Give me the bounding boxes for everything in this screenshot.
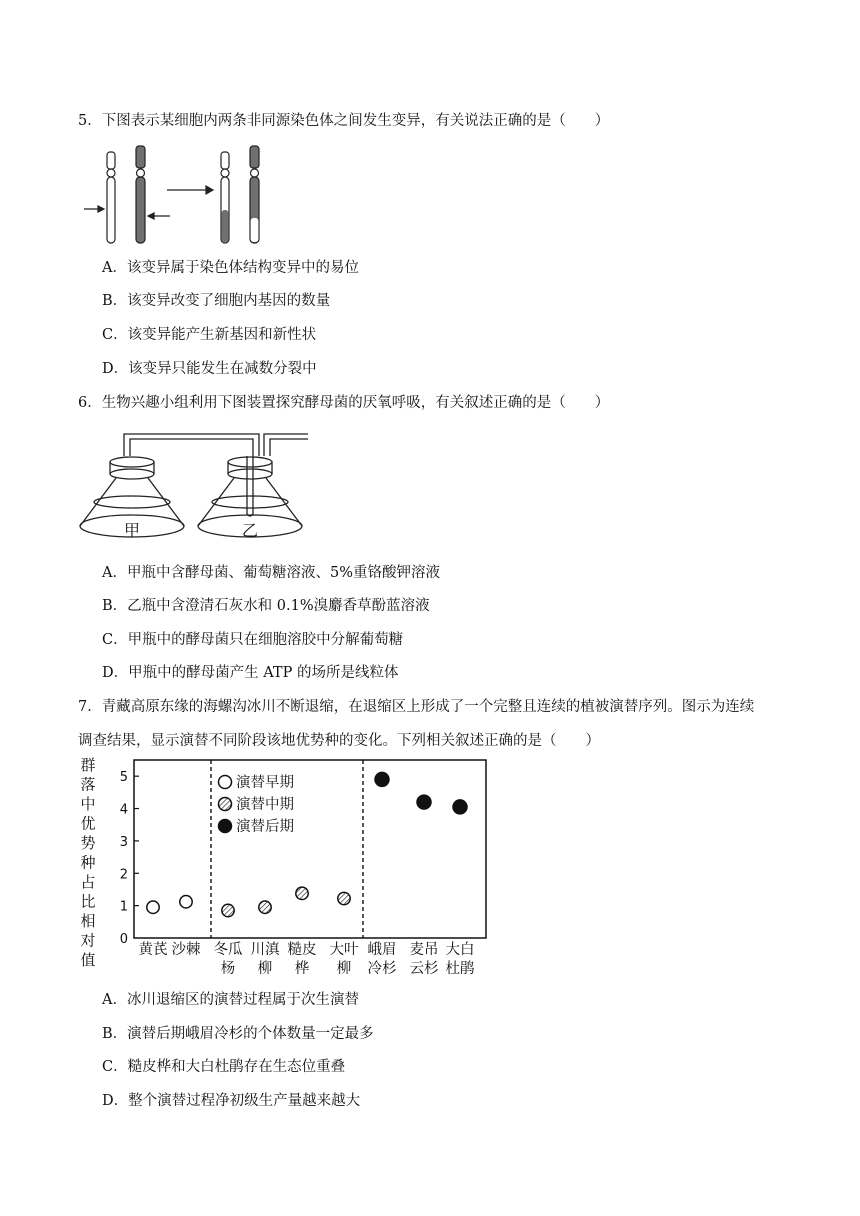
flask-label-jia: 甲 — [123, 521, 141, 540]
legend-label: 演替中期 — [236, 797, 294, 813]
chromosome-grey-upper-arm — [136, 146, 145, 168]
chromosome-grey-lower-arm — [136, 177, 145, 243]
x-tick-label: 柳 — [336, 961, 352, 977]
flask-label-yi: 乙 — [241, 521, 259, 540]
x-tick-label: 冬瓜 — [213, 942, 243, 958]
y-tick-label: 1 — [119, 899, 128, 915]
q5-option-d: D．该变异只能发生在减数分裂中 — [102, 361, 317, 377]
x-tick-label: 麦吊 — [409, 942, 439, 958]
q7-stem-line1: 7．青藏高原东缘的海螺沟冰川不断退缩，在退缩区上形成了一个完整且连续的植被演替序列。图示为连续 — [78, 699, 755, 715]
y-axis-label-char: 落 — [80, 775, 96, 794]
x-tick-label: 峨眉 — [367, 942, 397, 958]
y-axis-label-char: 势 — [80, 834, 96, 852]
q6-option-c: C．甲瓶中的酵母菌只在细胞溶胶中分解葡萄糖 — [102, 632, 404, 648]
x-tick-label: 冷杉 — [367, 961, 397, 977]
q6-option-a: A．甲瓶中含酵母菌、葡萄糖溶液、5%重铬酸钾溶液 — [102, 565, 440, 581]
chromosome-white-lower-arm — [107, 177, 115, 243]
q5-option-a: A．该变异属于染色体结构变异中的易位 — [102, 260, 359, 276]
y-axis-label-char: 优 — [80, 814, 96, 833]
y-tick-label: 2 — [119, 867, 128, 883]
q7-option-a: A．冰川退缩区的演替过程属于次生演替 — [102, 992, 359, 1008]
data-point-open — [147, 901, 159, 913]
x-tick-label: 柳 — [257, 961, 273, 977]
data-point-hatched — [296, 887, 308, 899]
q5-stem: 5．下图表示某细胞内两条非同源染色体之间发生变异，有关说法正确的是（ ） — [78, 113, 610, 129]
q6-flask-apparatus — [78, 426, 318, 548]
data-point-filled — [453, 800, 467, 814]
x-tick-label: 沙棘 — [171, 942, 201, 958]
plot-frame — [134, 760, 486, 938]
y-axis-label-char: 种 — [80, 853, 96, 872]
q5-option-c: C．该变异能产生新基因和新性状 — [102, 327, 317, 343]
y-axis-label-char: 对 — [80, 931, 96, 950]
y-tick-label: 3 — [119, 834, 128, 850]
y-axis-label-char: 群 — [80, 756, 96, 774]
q6-option-d: D．甲瓶中的酵母菌产生 ATP 的场所是线粒体 — [102, 665, 399, 681]
succession-chart — [76, 756, 496, 982]
q6-stem: 6．生物兴趣小组利用下图装置探究酵母菌的厌氧呼吸，有关叙述正确的是（ ） — [78, 395, 610, 411]
chromosome-white-upper-arm — [107, 152, 115, 169]
data-point-filled — [375, 772, 389, 786]
y-axis-label-char: 占 — [80, 873, 96, 891]
q7-option-b: B．演替后期峨眉冷杉的个体数量一定最多 — [102, 1026, 374, 1042]
data-point-hatched — [222, 904, 234, 916]
y-tick-label: 4 — [119, 802, 128, 818]
x-tick-label: 云杉 — [409, 961, 439, 977]
q7-option-c: C．糙皮桦和大白杜鹃存在生态位重叠 — [102, 1059, 346, 1075]
legend-marker — [219, 820, 232, 833]
q5-chromosome-figure — [80, 140, 280, 250]
x-tick-label: 川滇 — [250, 942, 280, 958]
legend-marker — [219, 776, 232, 789]
legend-label: 演替早期 — [236, 775, 294, 791]
y-axis-label-char: 中 — [80, 795, 96, 813]
data-point-filled — [417, 795, 431, 809]
y-tick-label: 0 — [119, 932, 128, 947]
q5-option-b: B．该变异改变了细胞内基因的数量 — [102, 293, 331, 309]
x-tick-label: 糙皮 — [287, 942, 317, 958]
q7-stem-line2: 调查结果，显示演替不同阶段该地优势种的变化。下列相关叙述正确的是（ ） — [78, 733, 600, 749]
x-tick-label: 杜鹃 — [445, 961, 475, 977]
legend-label: 演替后期 — [236, 819, 294, 835]
y-axis-label-char: 比 — [80, 892, 96, 911]
legend-marker — [219, 798, 232, 811]
y-axis-label-char: 值 — [80, 951, 96, 969]
data-point-hatched — [259, 901, 271, 913]
x-tick-label: 大叶 — [329, 942, 359, 958]
data-point-hatched — [338, 892, 350, 904]
q6-option-b: B．乙瓶中含澄清石灰水和 0.1%溴麝香草酚蓝溶液 — [102, 598, 430, 614]
y-tick-label: 5 — [119, 770, 128, 786]
x-tick-label: 黄芪 — [138, 942, 168, 958]
q7-option-d: D．整个演替过程净初级生产量越来越大 — [102, 1093, 361, 1109]
data-point-open — [180, 896, 192, 908]
x-tick-label: 大白 — [445, 942, 475, 958]
y-axis-label-char: 相 — [80, 912, 96, 930]
x-tick-label: 杨 — [220, 961, 236, 977]
x-tick-label: 桦 — [294, 961, 310, 977]
